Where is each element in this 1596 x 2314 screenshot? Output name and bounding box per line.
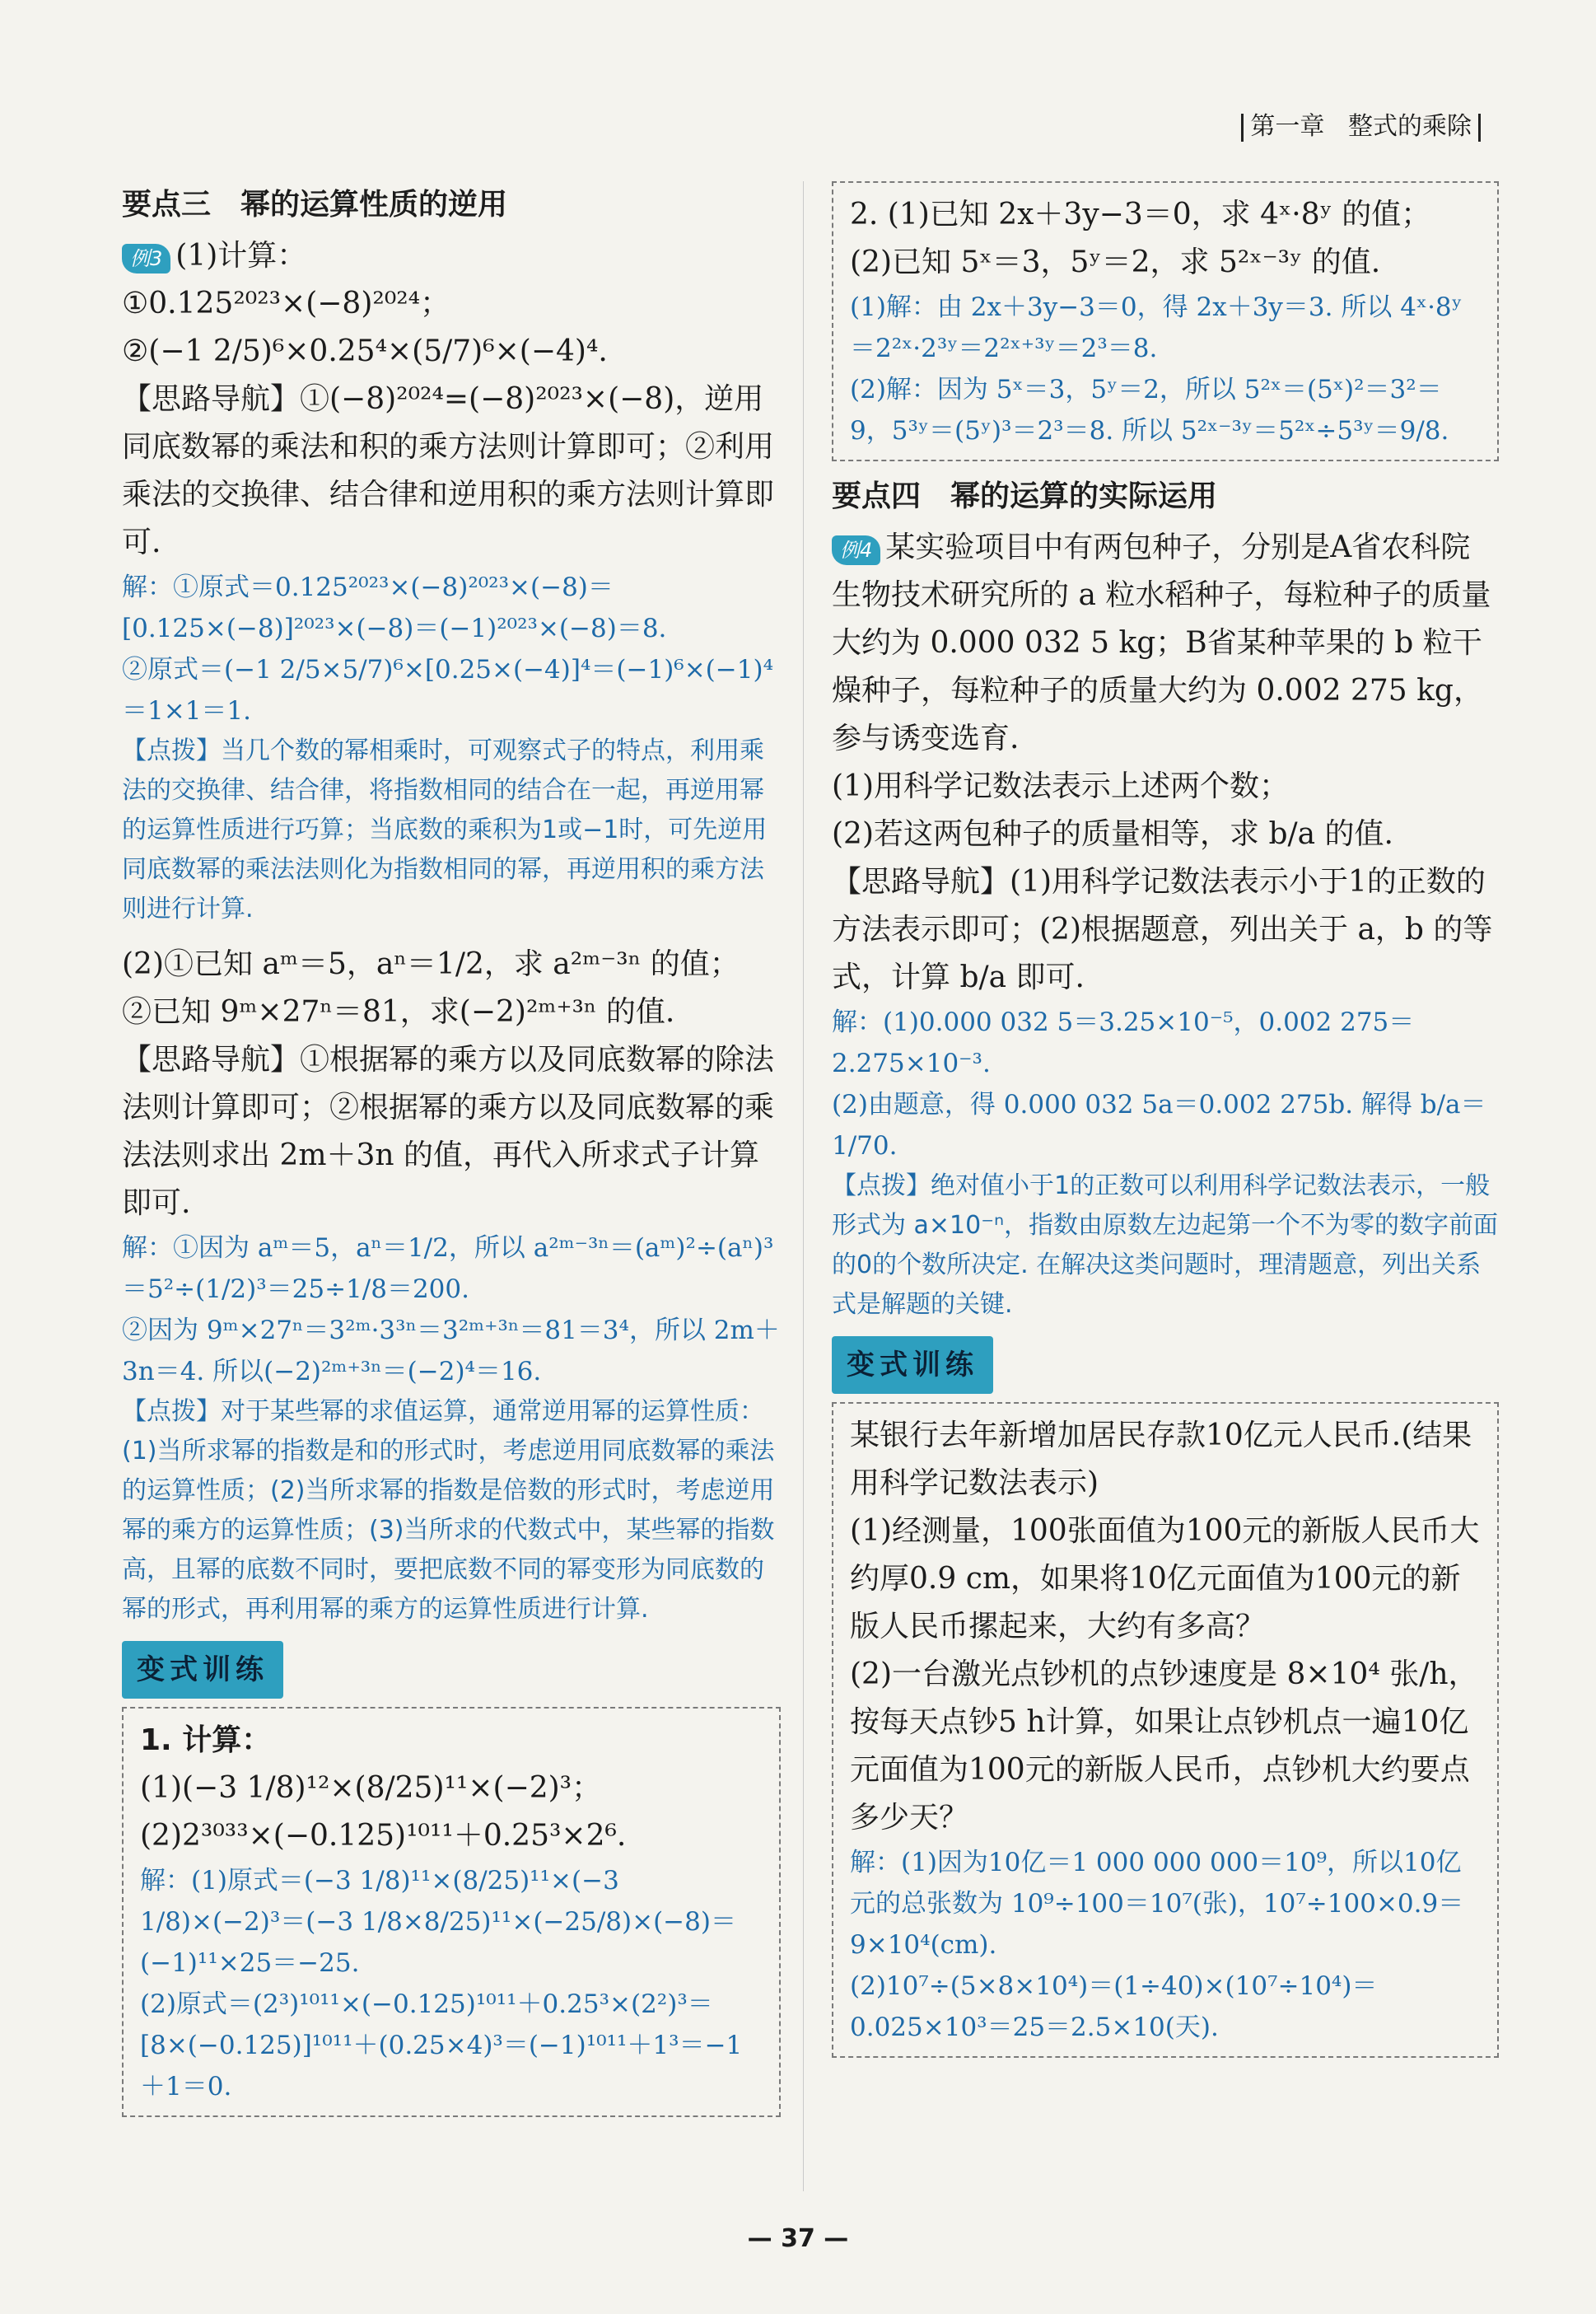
practice-label: 变式训练	[832, 1336, 993, 1394]
header-divider-end	[1478, 114, 1481, 142]
example-tag: 例3	[122, 244, 170, 273]
question-item: (2)2³⁰³³×(−0.125)¹⁰¹¹＋0.25³×2⁶.	[140, 1819, 627, 1853]
question-item: (2)一台激光点钞机的点钞速度是 8×10⁴ 张/h，按每天点钞5 h计算，如果让点钞机点一遍10亿元面值为100元的新版人民币，点钞机大约要点多少天？	[850, 1657, 1478, 1835]
thinking-guide: 【思路导航】(1)用科学记数法表示小于1的正数的方法表示即可；(2)根据题意，列出关于 a，b 的等式，计算 b/a 即可.	[832, 865, 1493, 994]
chapter-label: 第一章	[1250, 112, 1325, 141]
question-item: (1)经测量，100张面值为100元的新版人民币大约厚0.9 cm，如果将10亿元面值为100元的新版人民币摞起来，大约有多高？	[850, 1514, 1480, 1643]
question-item: ①0.125²⁰²³×(−8)²⁰²⁴；	[122, 287, 450, 320]
solution-text: (1)解：由 2x＋3y−3＝0，得 2x＋3y＝3. 所以 4ˣ·8ʸ＝2²ˣ·2³ʸ＝2²ˣ⁺³ʸ＝2³＝8.	[850, 292, 1463, 363]
example-tag: 例4	[832, 535, 880, 565]
thinking-guide: 【思路导航】①根据幂的乘方以及同底数幂的除法法则计算即可；②根据幂的乘方以及同底数幂的乘法法则求出 2m＋3n 的值，再代入所求式子计算即可.	[122, 1043, 775, 1220]
page-number: — 37 —	[747, 2224, 849, 2253]
question-item: ②已知 9ᵐ×27ⁿ＝81，求(−2)²ᵐ⁺³ⁿ 的值.	[122, 995, 675, 1029]
solution-text: (2)解：因为 5ˣ＝3，5ʸ＝2，所以 5²ˣ＝(5ˣ)²＝3²＝9，5³ʸ＝(5ʸ)³＝2³＝8. 所以 5²ˣ⁻³ʸ＝5²ˣ÷5³ʸ＝9/8.	[850, 375, 1449, 446]
question-text: (1)计算：	[175, 239, 307, 273]
practice-question: 1. 计算：	[140, 1723, 272, 1757]
question-item: (2)若这两包种子的质量相等，求 b/a 的值.	[832, 817, 1393, 851]
question-item: (2)①已知 aᵐ＝5，aⁿ＝1/2，求 a²ᵐ⁻³ⁿ 的值；	[122, 947, 740, 981]
question-item: ②(−1 2/5)⁶×0.25⁴×(5/7)⁶×(−4)⁴.	[122, 334, 608, 368]
example-4-question	[832, 524, 1499, 763]
example-3-question	[122, 232, 781, 280]
question-item: (1)用科学记数法表示上述两个数；	[832, 769, 1289, 803]
solution-text: (2)10⁷÷(5×8×10⁴)＝(1÷40)×(10⁷÷10⁴)＝0.025×10³＝25＝2.5×10(天).	[850, 1971, 1378, 2042]
tip-text: 【点拨】绝对值小于1的正数可以利用科学记数法表示，一般形式为 a×10⁻ⁿ，指数由原数左边起第一个不为零的数字前面的0的个数所决定. 在解决这类问题时，理清题意，列出关系式是解题的关键.	[832, 1171, 1499, 1319]
right-column	[832, 181, 1499, 2058]
solution-text: 解：(1)原式＝(−3 1/8)¹¹×(8/25)¹¹×(−3 1/8)×(−2)³＝(−3 1/8×8/25)¹¹×(−25/8)×(−8)＝(−1)¹¹×25＝−25.	[140, 1866, 736, 1978]
question-item: 2. (1)已知 2x＋3y−3＝0，求 4ˣ·8ʸ 的值；	[850, 198, 1431, 231]
practice-box-2	[832, 181, 1499, 461]
practice-box-3	[832, 1402, 1499, 2058]
solution-text: ②原式＝(−1 2/5×5/7)⁶×[0.25×(−4)]⁴＝(−1)⁶×(−1)⁴＝1×1＝1.	[122, 655, 773, 726]
solution-text: ②因为 9ᵐ×27ⁿ＝3²ᵐ·3³ⁿ＝3²ᵐ⁺³ⁿ＝81＝3⁴，所以 2m＋3n＝4. 所以(−2)²ᵐ⁺³ⁿ＝(−2)⁴＝16.	[122, 1316, 780, 1386]
section-title: 要点四 幂的运算的实际运用	[832, 479, 1218, 513]
solution-text: 解：(1)0.000 032 5＝3.25×10⁻⁵，0.002 275＝2.275×10⁻³.	[832, 1007, 1415, 1078]
page-header	[1234, 105, 1487, 142]
tip-text: 【点拨】对于某些幂的求值运算，通常逆用幂的运算性质：(1)当所求幂的指数是和的形式时，考虑逆用同底数幂的乘法的运算性质；(2)当所求幂的指数是倍数的形式时，考虑逆用幂的乘方的运算性质；(3)当所求的代数式中，某些幂的指数高，且幂的底数不同时，要把底数不同的幂变形为同底数的幂的形式，再利用幂的乘方的运算性质进行计算.	[122, 1397, 775, 1624]
solution-text: (2)由题意，得 0.000 032 5a＝0.002 275b. 解得 b/a＝1/70.	[832, 1090, 1486, 1161]
solution-text: (2)原式＝(2³)¹⁰¹¹×(−0.125)¹⁰¹¹＋0.25³×(2²)³＝[8×(−0.125)]¹⁰¹¹＋(0.25×4)³＝(−1)¹⁰¹¹＋1³＝−1＋1＝0.	[140, 1989, 743, 2101]
header-divider	[1241, 114, 1244, 142]
thinking-guide: 【思路导航】①(−8)²⁰²⁴=(−8)²⁰²³×(−8)，逆用同底数幂的乘法和积的乘方法则计算即可；②利用乘法的交换律、结合律和逆用积的乘方法则计算即可.	[122, 382, 775, 559]
left-column	[122, 181, 781, 2117]
solution-text: 解：①原式＝0.125²⁰²³×(−8)²⁰²³×(−8)＝[0.125×(−8)]²⁰²³×(−8)＝(−1)²⁰²³×(−8)＝8.	[122, 573, 667, 643]
question-text: 某实验项目中有两包种子，分别是A省农科院生物技术研究所的 a 粒水稻种子，每粒种子的质量大约为 0.000 032 5 kg；B省某种苹果的 b 粒干燥种子，每粒种子的质量大约为 0.002 275 kg，参与诱变选育.	[832, 531, 1491, 755]
tip-text: 【点拨】当几个数的幂相乘时，可观察式子的特点，利用乘法的交换律、结合律，将指数相同的结合在一起，再逆用幂的运算性质进行巧算；当底数的乘积为1或−1时，可先逆用同底数幂的乘法法则化为指数相同的幂，再逆用积的乘方法则进行计算.	[122, 736, 768, 923]
solution-text: 解：(1)因为10亿＝1 000 000 000＝10⁹，所以10亿元的总张数为 10⁹÷100＝10⁷(张)，10⁷÷100×0.9＝9×10⁴(cm).	[850, 1848, 1464, 1960]
section-title: 要点三 幂的运算性质的逆用	[122, 188, 508, 222]
practice-label: 变式训练	[122, 1641, 283, 1699]
column-divider	[803, 181, 804, 2191]
practice-box	[122, 1707, 781, 2117]
solution-text: 解：①因为 aᵐ＝5，aⁿ＝1/2，所以 a²ᵐ⁻³ⁿ＝(aᵐ)²÷(aⁿ)³＝5²÷(1/2)³＝25÷1/8＝200.	[122, 1233, 774, 1304]
question-item: (1)(−3 1/8)¹²×(8/25)¹¹×(−2)³；	[140, 1771, 602, 1805]
practice-question: 某银行去年新增加居民存款10亿元人民币.(结果用科学记数法表示)	[850, 1419, 1472, 1500]
question-item: (2)已知 5ˣ＝3，5ʸ＝2，求 5²ˣ⁻³ʸ 的值.	[850, 245, 1381, 279]
chapter-title: 整式的乘除	[1348, 112, 1472, 141]
